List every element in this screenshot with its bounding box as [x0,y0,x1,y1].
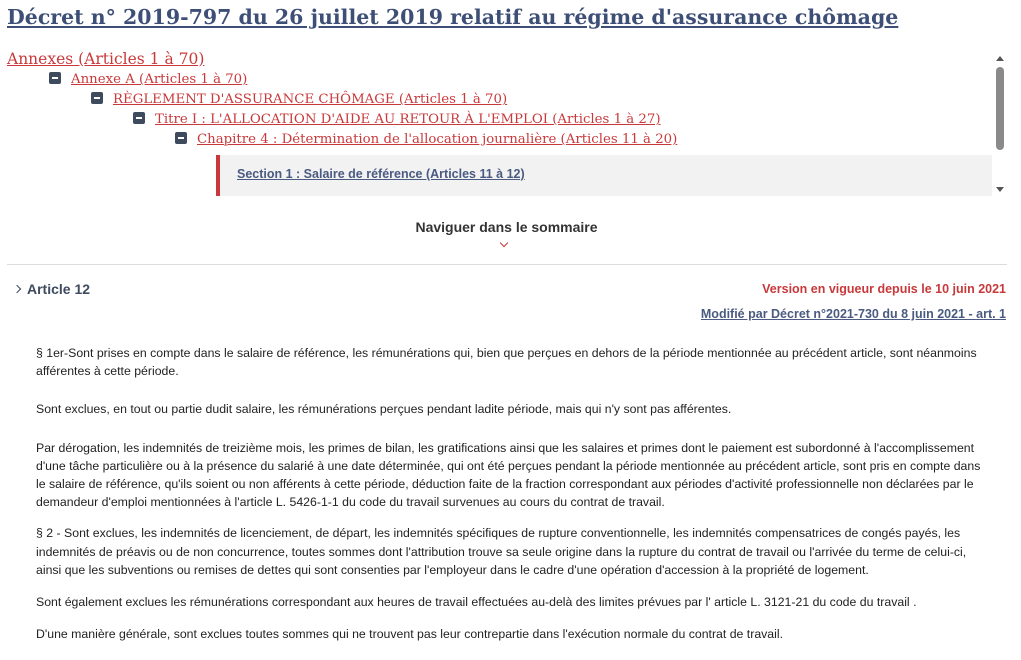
modified-by-link[interactable]: Modifié par Décret n°2021-730 du 8 juin 2021 - art. 1 [700,307,1006,321]
article-paragraph: § 2 - Sont exclues, les indemnités de licenciement, de départ, les indemnités spécifiques de rupture conventionnelle, les indemnités compensatrices de congés payés, les indemnités de préavis ou de non concurrence, toutes sommes dont l'attribution trouve sa seule origine dans la rupture du contrat de travail ou l'arrivée du terme de celui-ci, ainsi que les subventions ou remises de dettes qui sont consenties par l'employeur dans le cadre d'une opération d'accession à la propriété de logement. [36,526,967,577]
toc-item-reglement [91,89,507,109]
toc-item-chapitre-4 [175,129,677,149]
article-toggle[interactable] [14,281,90,299]
article-paragraph: § 1er-Sont prises en compte dans le salaire de référence, les rémunérations qui, bien que perçues en dehors de la période mentionnée au précédent article, sont néanmoins afférentes à cette période. [36,346,977,379]
toc-scrollbar[interactable] [993,50,1007,196]
chevron-right-icon[interactable] [13,285,21,293]
scroll-up-arrow-icon[interactable] [996,56,1004,61]
toc-item-annexe-a [49,69,247,89]
divider [7,264,1007,265]
current-section [216,155,992,196]
navigate-summary-button[interactable]: Naviguer dans le sommaire [415,219,598,235]
chevron-down-icon[interactable] [500,239,508,247]
toc-link-chapitre-4[interactable]: Chapitre 4 : Détermination de l'allocation journalière (Articles 11 à 20) [197,132,678,147]
version-status: Version en vigueur depuis le 10 juin 2021 [762,282,1006,296]
toc-item-titre-1 [133,109,661,129]
article-body [36,344,986,643]
scroll-thumb[interactable] [996,67,1004,150]
toc-link-reglement[interactable]: RÈGLEMENT D'ASSURANCE CHÔMAGE (Articles 1 à 70) [113,92,508,107]
scroll-down-arrow-icon[interactable] [996,187,1004,192]
section-link[interactable]: Section 1 : Salaire de référence (Articles 11 à 12) [237,167,525,181]
collapse-icon[interactable] [91,92,103,104]
article-paragraph: D'une manière générale, sont exclues toutes sommes qui ne trouvent pas leur contrepartie dans l'exécution normale du contrat de travail. [36,627,784,642]
collapse-icon[interactable] [49,72,61,84]
toc-link-annexe-a[interactable]: Annexe A (Articles 1 à 70) [71,72,248,87]
table-of-contents [0,47,1007,197]
page-title[interactable]: Décret n° 2019-797 du 26 juillet 2019 relatif au régime d'assurance chômage [7,5,899,29]
article-paragraph: Sont exclues, en tout ou partie dudit salaire, les rémunérations perçues pendant ladite période, mais qui n'y sont pas afférentes. [36,402,732,417]
collapse-icon[interactable] [175,132,187,144]
article-title[interactable]: Article 12 [27,281,91,297]
article-paragraph: Par dérogation, les indemnités de treizième mois, les primes de bilan, les gratifications ainsi que les salaires et primes dont le paiement est subordonné à l'accomplissement d'une tâche particulière ou à la présence du salarié à une date déterminée, qui ont été perçues pendant la période mentionnée au précédent article, sont pris en compte dans le salaire de référence, qu'ils soient ou non afférents à cette période, déduction faite de la fraction correspondant aux périodes d'activité professionnelle non déclarées par le demandeur d'emploi mentionnées à l'article L. 5426-1-1 du code du travail survenues au cours du contrat de travail. [36,440,981,510]
collapse-icon[interactable] [133,112,145,124]
article-paragraph: Sont également exclues les rémunérations correspondant aux heures de travail effectuées au-delà des limites prévues par l' article L. 3121-21 du code du travail . [36,595,917,610]
toc-link-titre-1[interactable]: Titre I : L'ALLOCATION D'AIDE AU RETOUR À L'EMPLOI (Articles 1 à 27) [155,112,661,127]
toc-link-annexes[interactable]: Annexes (Articles 1 à 70) [7,50,205,68]
toc-item-annexes [7,49,204,69]
